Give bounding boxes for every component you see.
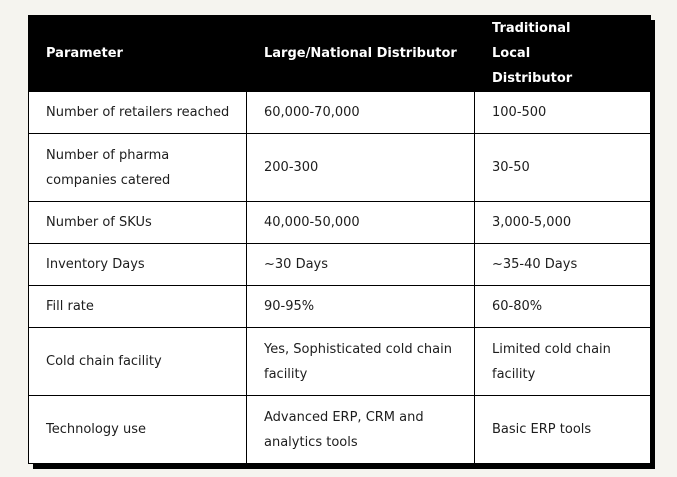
large-distributor-cell: ~30 Days	[247, 244, 475, 286]
distributor-comparison-table	[28, 15, 651, 464]
header-parameter: Parameter	[29, 16, 247, 92]
large-distributor-cell: 90-95%	[247, 286, 475, 328]
table-row	[29, 396, 651, 464]
local-distributor-cell: 3,000-5,000	[475, 202, 651, 244]
table-row	[29, 286, 651, 328]
table-row	[29, 244, 651, 286]
parameter-cell: Number of pharma companies catered	[29, 134, 247, 202]
header-traditional-local-distributor: Traditional Local Distributor	[475, 16, 651, 92]
table-row	[29, 328, 651, 396]
parameter-cell: Number of SKUs	[29, 202, 247, 244]
large-distributor-cell: Yes, Sophisticated cold chain facility	[247, 328, 475, 396]
comparison-table-container	[28, 15, 650, 464]
table-row	[29, 202, 651, 244]
local-distributor-cell: Basic ERP tools	[475, 396, 651, 464]
large-distributor-cell: 40,000-50,000	[247, 202, 475, 244]
parameter-cell: Number of retailers reached	[29, 92, 247, 134]
local-distributor-cell: Limited cold chain facility	[475, 328, 651, 396]
header-row	[29, 16, 651, 92]
large-distributor-cell: 200-300	[247, 134, 475, 202]
table-row	[29, 134, 651, 202]
table-header	[29, 16, 651, 92]
local-distributor-cell: ~35-40 Days	[475, 244, 651, 286]
parameter-cell: Cold chain facility	[29, 328, 247, 396]
parameter-cell: Technology use	[29, 396, 247, 464]
local-distributor-cell: 100-500	[475, 92, 651, 134]
local-distributor-cell: 30-50	[475, 134, 651, 202]
large-distributor-cell: 60,000-70,000	[247, 92, 475, 134]
table-body	[29, 92, 651, 464]
header-large-national-distributor: Large/National Distributor	[247, 16, 475, 92]
local-distributor-cell: 60-80%	[475, 286, 651, 328]
parameter-cell: Inventory Days	[29, 244, 247, 286]
table-row	[29, 92, 651, 134]
large-distributor-cell: Advanced ERP, CRM and analytics tools	[247, 396, 475, 464]
parameter-cell: Fill rate	[29, 286, 247, 328]
